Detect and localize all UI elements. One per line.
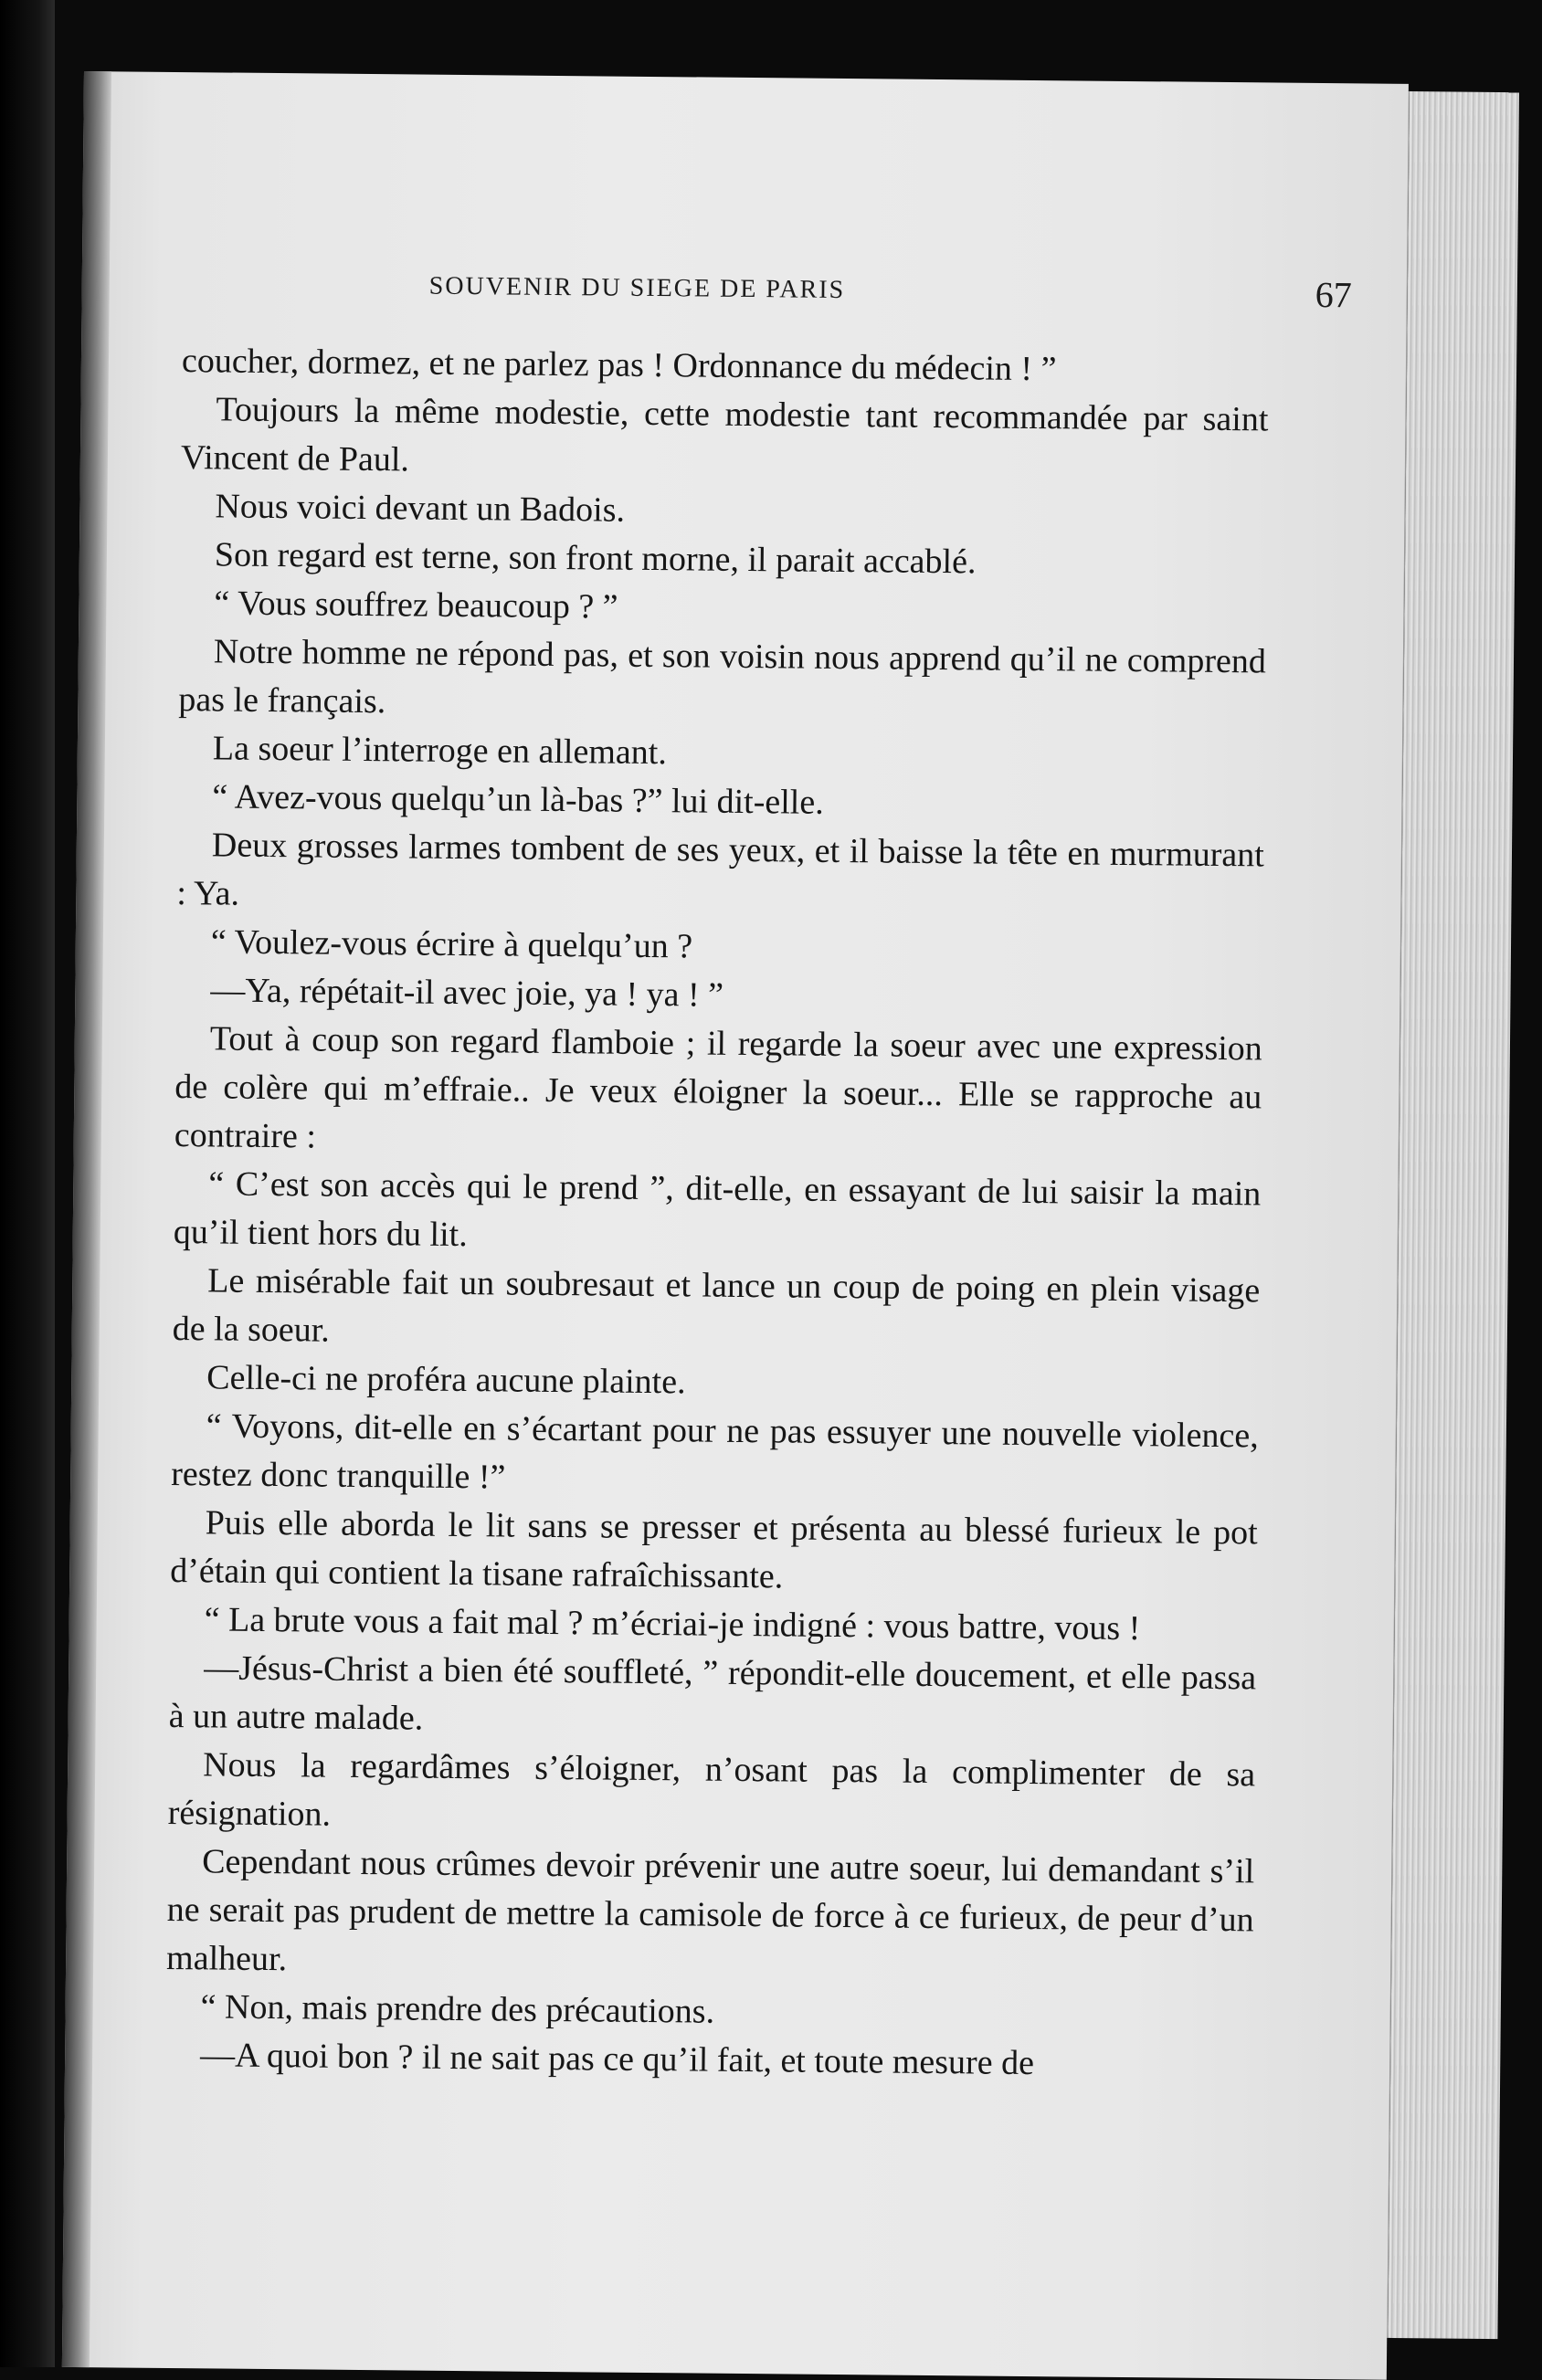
body-text [165, 337, 1269, 2090]
paragraph: La soeur l’interroge en allemant. [212, 729, 668, 773]
paragraph: Toujours la même modestie, cette modestie tant recommandée par saint Vincent de Paul. [180, 390, 1269, 479]
book-page [62, 71, 1409, 2380]
paragraph: —Jésus-Christ a bien été souffleté, ” répondit-elle doucement, et elle passa à un autre malade. [168, 1648, 1257, 1738]
paragraph: “ Voyons, dit-elle en s’écartant pour ne pas essuyer une nouvelle violence, restez donc tranquille !” [171, 1406, 1259, 1497]
page-number: 67 [1315, 273, 1352, 316]
paragraph: Le misérable fait un soubresaut et lance un coup de poing en plein visage de la soeur. [172, 1261, 1261, 1350]
paragraph: Celle-ci ne proféra aucune plainte. [206, 1358, 686, 1402]
paragraph: “ C’est son accès qui le prend ”, dit-elle, en essayant de lui saisir la main qu’il tient hors du lit. [173, 1164, 1262, 1255]
paragraph: “ La brute vous a fait mal ? m’écriai-je indigné : vous battre, vous ! [204, 1600, 1141, 1648]
paragraph: Nous voici devant un Badois. [215, 487, 626, 530]
paragraph: Son regard est terne, son front morne, il parait accablé. [214, 535, 977, 582]
paragraph: —A quoi bon ? il ne sait pas ce qu’il fait, et toute mesure de [199, 2036, 1035, 2083]
paragraph: “ Avez-vous quelqu’un là-bas ?” lui dit-elle. [212, 777, 824, 822]
book-page-edges [1385, 91, 1519, 2339]
paragraph: Puis elle aborda le lit sans se presser et présenta au blessé furieux le pot d’étain qui contient la tisane rafraîchissante. [170, 1503, 1258, 1596]
scan-left-shadow [0, 0, 55, 2367]
paragraph: Notre homme ne répond pas, et son voisin nous apprend qu’il ne comprend pas le français. [178, 632, 1267, 721]
paragraph: Tout à coup son regard flamboie ; il regarde la soeur avec une expression de colère qui m’effraie.. Je veux éloigner la soeur... Elle se rapproche au contraire : [174, 1019, 1262, 1156]
running-title: SOUVENIR DU SIEGE DE PARIS [428, 271, 846, 305]
paragraph: “ Vous souffrez beaucoup ? ” [214, 584, 618, 627]
paragraph: Cependant nous crûmes devoir prévenir une autre soeur, lui demandant s’il ne serait pas prudent de mettre la camisole de force à ce furieux, de peur d’un malheur. [165, 1842, 1255, 1979]
paragraph: coucher, dormez, et ne parlez pas ! Ordonnance du médecin ! ” [181, 342, 1057, 389]
page-header [428, 265, 1352, 329]
paragraph: “ Non, mais prendre des précautions. [200, 1987, 715, 2031]
paragraph: —Ya, répétait-il avec joie, ya ! ya ! ” [210, 971, 724, 1015]
book-spine-shadow [62, 71, 111, 2367]
paragraph: Nous la regardâmes s’éloigner, n’osant pas la complimenter de sa résignation. [167, 1745, 1256, 1834]
paragraph: Deux grosses larmes tombent de ses yeux, et il baisse la tête en murmurant : Ya. [176, 826, 1265, 913]
paragraph: “ Voulez-vous écrire à quelqu’un ? [210, 922, 693, 966]
